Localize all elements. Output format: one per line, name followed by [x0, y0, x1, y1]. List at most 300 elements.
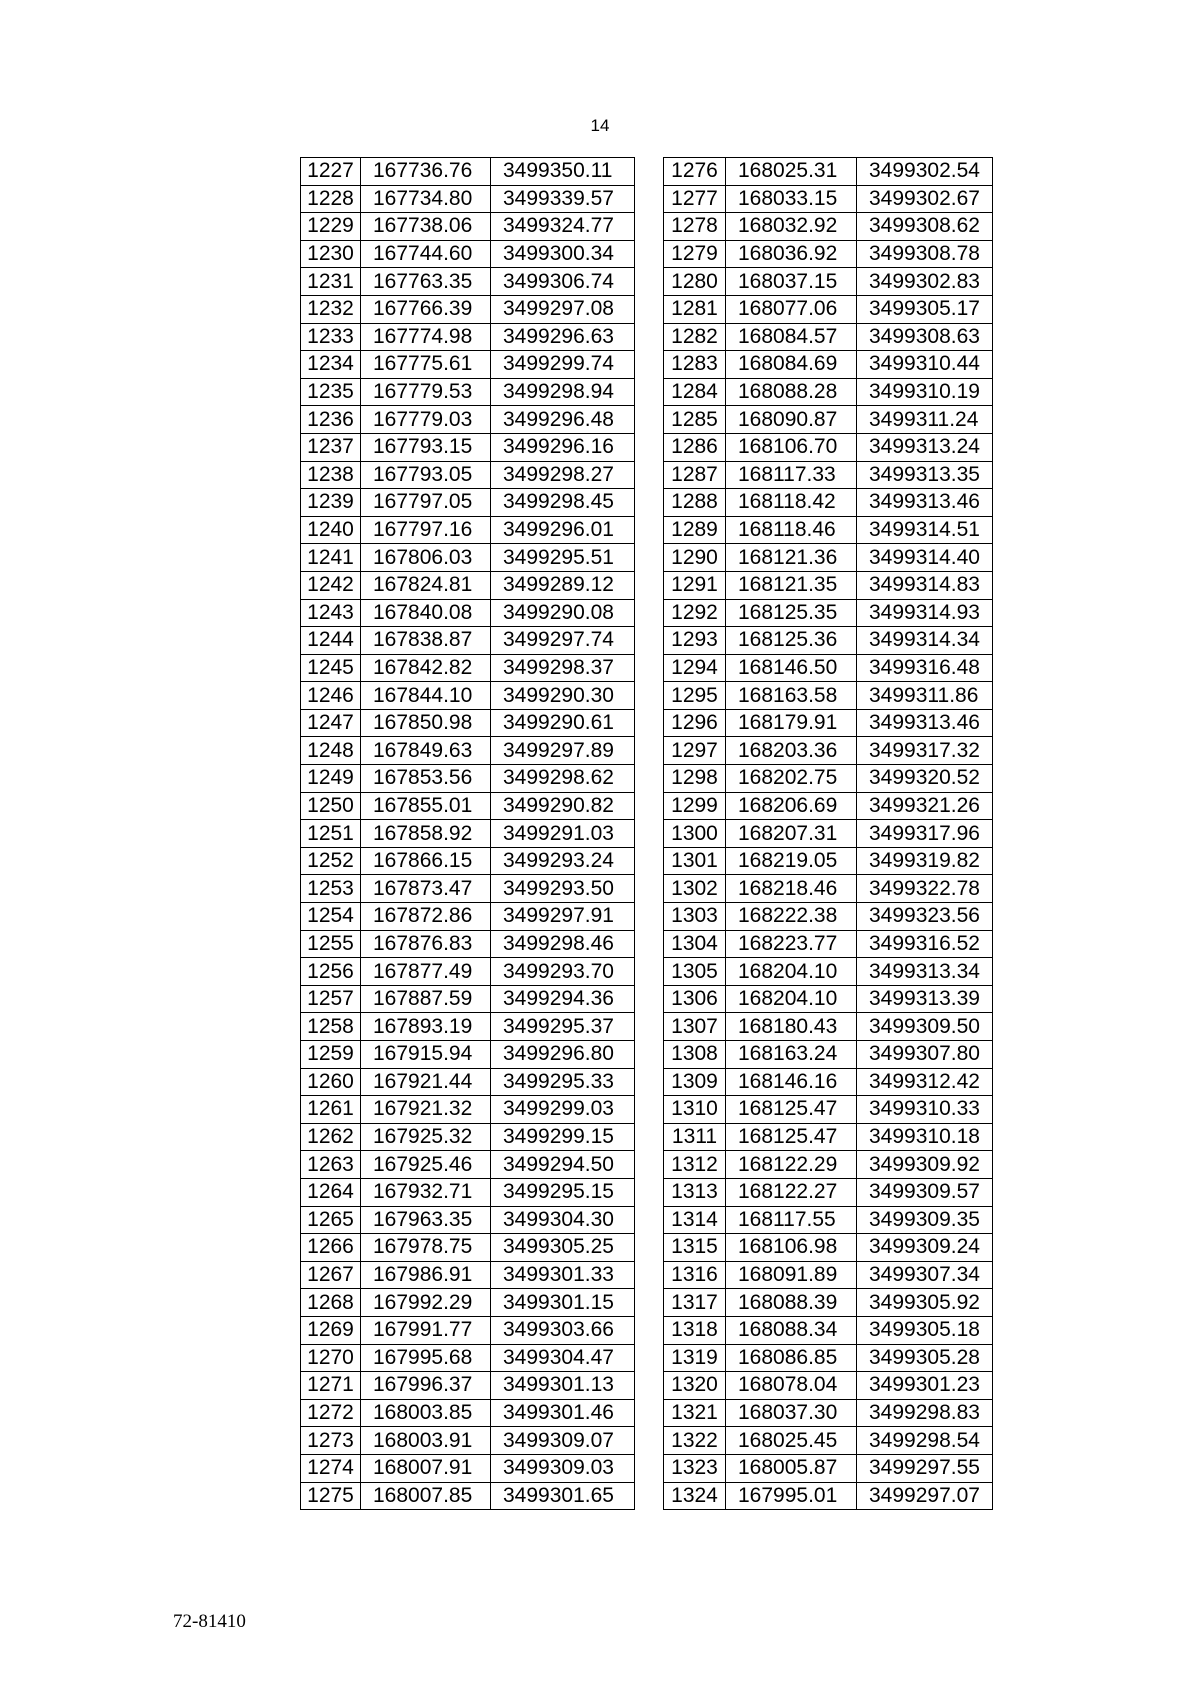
- y-coordinate-cell: 3499293.70: [491, 958, 635, 986]
- table-row: [301, 461, 635, 489]
- table-row: [664, 544, 993, 572]
- table-row: [301, 1234, 635, 1262]
- y-coordinate-cell: 3499309.57: [857, 1178, 993, 1206]
- y-coordinate-cell: 3499301.33: [491, 1261, 635, 1289]
- point-number-cell: 1310: [664, 1096, 726, 1124]
- table-row: [301, 1178, 635, 1206]
- y-coordinate-cell: 3499296.48: [491, 406, 635, 434]
- x-coordinate-cell: 168203.36: [726, 737, 857, 765]
- point-number-cell: 1233: [301, 323, 361, 351]
- y-coordinate-cell: 3499309.24: [857, 1234, 993, 1262]
- y-coordinate-cell: 3499293.24: [491, 847, 635, 875]
- x-coordinate-cell: 168122.27: [726, 1178, 857, 1206]
- x-coordinate-cell: 168219.05: [726, 847, 857, 875]
- table-row: [301, 654, 635, 682]
- x-coordinate-cell: 168003.85: [361, 1399, 491, 1427]
- y-coordinate-cell: 3499305.92: [857, 1289, 993, 1317]
- table-row: [301, 985, 635, 1013]
- point-number-cell: 1279: [664, 240, 726, 268]
- x-coordinate-cell: 167978.75: [361, 1234, 491, 1262]
- point-number-cell: 1258: [301, 1013, 361, 1041]
- point-number-cell: 1272: [301, 1399, 361, 1427]
- table-row: [301, 489, 635, 517]
- point-number-cell: 1231: [301, 268, 361, 296]
- x-coordinate-cell: 167986.91: [361, 1261, 491, 1289]
- x-coordinate-cell: 168118.46: [726, 516, 857, 544]
- y-coordinate-cell: 3499305.25: [491, 1234, 635, 1262]
- x-coordinate-cell: 167766.39: [361, 295, 491, 323]
- table-row: [664, 213, 993, 241]
- point-number-cell: 1271: [301, 1372, 361, 1400]
- y-coordinate-cell: 3499320.52: [857, 765, 993, 793]
- point-number-cell: 1321: [664, 1399, 726, 1427]
- table-row: [301, 571, 635, 599]
- point-number-cell: 1286: [664, 433, 726, 461]
- point-number-cell: 1247: [301, 709, 361, 737]
- point-number-cell: 1236: [301, 406, 361, 434]
- x-coordinate-cell: 167797.05: [361, 489, 491, 517]
- x-coordinate-cell: 168037.15: [726, 268, 857, 296]
- table-row: [664, 1178, 993, 1206]
- point-number-cell: 1246: [301, 682, 361, 710]
- x-coordinate-cell: 167963.35: [361, 1206, 491, 1234]
- table-row: [301, 351, 635, 379]
- x-coordinate-cell: 167849.63: [361, 737, 491, 765]
- y-coordinate-cell: 3499301.46: [491, 1399, 635, 1427]
- table-row: [301, 516, 635, 544]
- table-row: [664, 489, 993, 517]
- y-coordinate-cell: 3499323.56: [857, 903, 993, 931]
- y-coordinate-cell: 3499309.03: [491, 1454, 635, 1482]
- table-row: [664, 351, 993, 379]
- y-coordinate-cell: 3499308.62: [857, 213, 993, 241]
- y-coordinate-cell: 3499307.80: [857, 1041, 993, 1069]
- table-row: [664, 1316, 993, 1344]
- point-number-cell: 1324: [664, 1482, 726, 1510]
- point-number-cell: 1308: [664, 1041, 726, 1069]
- y-coordinate-cell: 3499313.35: [857, 461, 993, 489]
- point-number-cell: 1288: [664, 489, 726, 517]
- point-number-cell: 1241: [301, 544, 361, 572]
- x-coordinate-cell: 168088.34: [726, 1316, 857, 1344]
- point-number-cell: 1311: [664, 1123, 726, 1151]
- point-number-cell: 1273: [301, 1427, 361, 1455]
- y-coordinate-cell: 3499297.07: [857, 1482, 993, 1510]
- point-number-cell: 1320: [664, 1372, 726, 1400]
- point-number-cell: 1290: [664, 544, 726, 572]
- x-coordinate-cell: 167779.03: [361, 406, 491, 434]
- table-row: [301, 1261, 635, 1289]
- point-number-cell: 1313: [664, 1178, 726, 1206]
- y-coordinate-cell: 3499317.32: [857, 737, 993, 765]
- x-coordinate-cell: 168125.47: [726, 1096, 857, 1124]
- x-coordinate-cell: 167774.98: [361, 323, 491, 351]
- x-coordinate-cell: 168125.47: [726, 1123, 857, 1151]
- y-coordinate-cell: 3499302.54: [857, 158, 993, 186]
- point-number-cell: 1297: [664, 737, 726, 765]
- coordinate-table-left-body: [301, 158, 635, 1510]
- table-row: [664, 1123, 993, 1151]
- point-number-cell: 1269: [301, 1316, 361, 1344]
- x-coordinate-cell: 167840.08: [361, 599, 491, 627]
- x-coordinate-cell: 168088.28: [726, 378, 857, 406]
- point-number-cell: 1292: [664, 599, 726, 627]
- table-row: [301, 737, 635, 765]
- point-number-cell: 1309: [664, 1068, 726, 1096]
- x-coordinate-cell: 168033.15: [726, 185, 857, 213]
- x-coordinate-cell: 168125.36: [726, 627, 857, 655]
- coordinate-table-left: [300, 157, 635, 1510]
- table-row: [664, 185, 993, 213]
- y-coordinate-cell: 3499350.11: [491, 158, 635, 186]
- table-row: [664, 1372, 993, 1400]
- table-row: [664, 682, 993, 710]
- table-row: [301, 1123, 635, 1151]
- point-number-cell: 1266: [301, 1234, 361, 1262]
- y-coordinate-cell: 3499314.40: [857, 544, 993, 572]
- point-number-cell: 1314: [664, 1206, 726, 1234]
- x-coordinate-cell: 168117.55: [726, 1206, 857, 1234]
- x-coordinate-cell: 167855.01: [361, 792, 491, 820]
- point-number-cell: 1317: [664, 1289, 726, 1317]
- y-coordinate-cell: 3499308.78: [857, 240, 993, 268]
- point-number-cell: 1245: [301, 654, 361, 682]
- point-number-cell: 1262: [301, 1123, 361, 1151]
- point-number-cell: 1267: [301, 1261, 361, 1289]
- point-number-cell: 1242: [301, 571, 361, 599]
- x-coordinate-cell: 168084.69: [726, 351, 857, 379]
- point-number-cell: 1296: [664, 709, 726, 737]
- y-coordinate-cell: 3499309.50: [857, 1013, 993, 1041]
- point-number-cell: 1302: [664, 875, 726, 903]
- y-coordinate-cell: 3499295.51: [491, 544, 635, 572]
- point-number-cell: 1228: [301, 185, 361, 213]
- coordinate-table-right-body: [664, 158, 993, 1510]
- table-row: [301, 1454, 635, 1482]
- x-coordinate-cell: 167995.01: [726, 1482, 857, 1510]
- y-coordinate-cell: 3499316.48: [857, 654, 993, 682]
- point-number-cell: 1250: [301, 792, 361, 820]
- table-row: [301, 1151, 635, 1179]
- table-row: [301, 1289, 635, 1317]
- point-number-cell: 1291: [664, 571, 726, 599]
- point-number-cell: 1284: [664, 378, 726, 406]
- x-coordinate-cell: 167824.81: [361, 571, 491, 599]
- x-coordinate-cell: 167893.19: [361, 1013, 491, 1041]
- y-coordinate-cell: 3499297.91: [491, 903, 635, 931]
- x-coordinate-cell: 168222.38: [726, 903, 857, 931]
- y-coordinate-cell: 3499290.08: [491, 599, 635, 627]
- x-coordinate-cell: 167872.86: [361, 903, 491, 931]
- coordinate-table-right: [663, 157, 993, 1510]
- y-coordinate-cell: 3499290.61: [491, 709, 635, 737]
- y-coordinate-cell: 3499314.34: [857, 627, 993, 655]
- x-coordinate-cell: 168003.91: [361, 1427, 491, 1455]
- x-coordinate-cell: 168223.77: [726, 930, 857, 958]
- x-coordinate-cell: 168025.31: [726, 158, 857, 186]
- y-coordinate-cell: 3499298.45: [491, 489, 635, 517]
- y-coordinate-cell: 3499301.15: [491, 1289, 635, 1317]
- point-number-cell: 1248: [301, 737, 361, 765]
- point-number-cell: 1264: [301, 1178, 361, 1206]
- table-row: [664, 1344, 993, 1372]
- point-number-cell: 1294: [664, 654, 726, 682]
- y-coordinate-cell: 3499309.07: [491, 1427, 635, 1455]
- y-coordinate-cell: 3499339.57: [491, 185, 635, 213]
- y-coordinate-cell: 3499297.89: [491, 737, 635, 765]
- x-coordinate-cell: 167858.92: [361, 820, 491, 848]
- x-coordinate-cell: 167842.82: [361, 654, 491, 682]
- x-coordinate-cell: 168179.91: [726, 709, 857, 737]
- table-row: [664, 1261, 993, 1289]
- point-number-cell: 1243: [301, 599, 361, 627]
- point-number-cell: 1322: [664, 1427, 726, 1455]
- y-coordinate-cell: 3499303.66: [491, 1316, 635, 1344]
- x-coordinate-cell: 168025.45: [726, 1427, 857, 1455]
- point-number-cell: 1274: [301, 1454, 361, 1482]
- y-coordinate-cell: 3499291.03: [491, 820, 635, 848]
- x-coordinate-cell: 167806.03: [361, 544, 491, 572]
- x-coordinate-cell: 168218.46: [726, 875, 857, 903]
- y-coordinate-cell: 3499308.63: [857, 323, 993, 351]
- y-coordinate-cell: 3499305.18: [857, 1316, 993, 1344]
- x-coordinate-cell: 167775.61: [361, 351, 491, 379]
- x-coordinate-cell: 168007.85: [361, 1482, 491, 1510]
- point-number-cell: 1281: [664, 295, 726, 323]
- y-coordinate-cell: 3499293.50: [491, 875, 635, 903]
- point-number-cell: 1234: [301, 351, 361, 379]
- point-number-cell: 1263: [301, 1151, 361, 1179]
- table-row: [301, 599, 635, 627]
- table-row: [301, 1372, 635, 1400]
- table-row: [664, 571, 993, 599]
- x-coordinate-cell: 168163.58: [726, 682, 857, 710]
- table-row: [301, 958, 635, 986]
- point-number-cell: 1251: [301, 820, 361, 848]
- x-coordinate-cell: 168206.69: [726, 792, 857, 820]
- table-row: [301, 544, 635, 572]
- y-coordinate-cell: 3499319.82: [857, 847, 993, 875]
- point-number-cell: 1305: [664, 958, 726, 986]
- point-number-cell: 1287: [664, 461, 726, 489]
- point-number-cell: 1282: [664, 323, 726, 351]
- x-coordinate-cell: 167877.49: [361, 958, 491, 986]
- table-row: [664, 1068, 993, 1096]
- point-number-cell: 1237: [301, 433, 361, 461]
- y-coordinate-cell: 3499316.52: [857, 930, 993, 958]
- y-coordinate-cell: 3499310.33: [857, 1096, 993, 1124]
- x-coordinate-cell: 168121.35: [726, 571, 857, 599]
- table-row: [664, 295, 993, 323]
- y-coordinate-cell: 3499304.30: [491, 1206, 635, 1234]
- y-coordinate-cell: 3499310.18: [857, 1123, 993, 1151]
- x-coordinate-cell: 167996.37: [361, 1372, 491, 1400]
- x-coordinate-cell: 167763.35: [361, 268, 491, 296]
- point-number-cell: 1252: [301, 847, 361, 875]
- table-row: [664, 765, 993, 793]
- table-row: [301, 792, 635, 820]
- table-row: [664, 654, 993, 682]
- y-coordinate-cell: 3499310.44: [857, 351, 993, 379]
- point-number-cell: 1235: [301, 378, 361, 406]
- y-coordinate-cell: 3499305.28: [857, 1344, 993, 1372]
- y-coordinate-cell: 3499312.42: [857, 1068, 993, 1096]
- x-coordinate-cell: 167844.10: [361, 682, 491, 710]
- table-row: [301, 627, 635, 655]
- x-coordinate-cell: 167925.32: [361, 1123, 491, 1151]
- x-coordinate-cell: 168163.24: [726, 1041, 857, 1069]
- y-coordinate-cell: 3499301.65: [491, 1482, 635, 1510]
- table-row: [664, 820, 993, 848]
- point-number-cell: 1304: [664, 930, 726, 958]
- table-row: [664, 737, 993, 765]
- x-coordinate-cell: 168204.10: [726, 958, 857, 986]
- point-number-cell: 1229: [301, 213, 361, 241]
- y-coordinate-cell: 3499306.74: [491, 268, 635, 296]
- x-coordinate-cell: 168117.33: [726, 461, 857, 489]
- point-number-cell: 1298: [664, 765, 726, 793]
- table-row: [664, 1427, 993, 1455]
- x-coordinate-cell: 168037.30: [726, 1399, 857, 1427]
- y-coordinate-cell: 3499321.26: [857, 792, 993, 820]
- x-coordinate-cell: 167853.56: [361, 765, 491, 793]
- y-coordinate-cell: 3499298.62: [491, 765, 635, 793]
- y-coordinate-cell: 3499298.46: [491, 930, 635, 958]
- table-row: [664, 985, 993, 1013]
- x-coordinate-cell: 167793.05: [361, 461, 491, 489]
- x-coordinate-cell: 168122.29: [726, 1151, 857, 1179]
- x-coordinate-cell: 167925.46: [361, 1151, 491, 1179]
- point-number-cell: 1275: [301, 1482, 361, 1510]
- y-coordinate-cell: 3499296.63: [491, 323, 635, 351]
- table-row: [664, 599, 993, 627]
- point-number-cell: 1256: [301, 958, 361, 986]
- table-row: [664, 847, 993, 875]
- table-row: [301, 433, 635, 461]
- point-number-cell: 1315: [664, 1234, 726, 1262]
- point-number-cell: 1265: [301, 1206, 361, 1234]
- x-coordinate-cell: 168118.42: [726, 489, 857, 517]
- point-number-cell: 1259: [301, 1041, 361, 1069]
- table-row: [301, 930, 635, 958]
- x-coordinate-cell: 168086.85: [726, 1344, 857, 1372]
- x-coordinate-cell: 167793.15: [361, 433, 491, 461]
- table-row: [301, 875, 635, 903]
- point-number-cell: 1318: [664, 1316, 726, 1344]
- point-number-cell: 1238: [301, 461, 361, 489]
- table-row: [301, 1041, 635, 1069]
- table-row: [301, 268, 635, 296]
- table-row: [664, 709, 993, 737]
- y-coordinate-cell: 3499313.46: [857, 709, 993, 737]
- y-coordinate-cell: 3499298.27: [491, 461, 635, 489]
- table-row: [301, 1482, 635, 1510]
- point-number-cell: 1285: [664, 406, 726, 434]
- x-coordinate-cell: 168007.91: [361, 1454, 491, 1482]
- y-coordinate-cell: 3499294.36: [491, 985, 635, 1013]
- point-number-cell: 1268: [301, 1289, 361, 1317]
- y-coordinate-cell: 3499298.37: [491, 654, 635, 682]
- y-coordinate-cell: 3499314.93: [857, 599, 993, 627]
- point-number-cell: 1230: [301, 240, 361, 268]
- y-coordinate-cell: 3499299.03: [491, 1096, 635, 1124]
- point-number-cell: 1300: [664, 820, 726, 848]
- point-number-cell: 1249: [301, 765, 361, 793]
- point-number-cell: 1255: [301, 930, 361, 958]
- table-row: [301, 1013, 635, 1041]
- table-row: [301, 820, 635, 848]
- x-coordinate-cell: 167736.76: [361, 158, 491, 186]
- y-coordinate-cell: 3499311.86: [857, 682, 993, 710]
- point-number-cell: 1303: [664, 903, 726, 931]
- table-row: [664, 930, 993, 958]
- x-coordinate-cell: 168078.04: [726, 1372, 857, 1400]
- point-number-cell: 1323: [664, 1454, 726, 1482]
- point-number-cell: 1239: [301, 489, 361, 517]
- point-number-cell: 1319: [664, 1344, 726, 1372]
- table-row: [664, 240, 993, 268]
- x-coordinate-cell: 167797.16: [361, 516, 491, 544]
- y-coordinate-cell: 3499322.78: [857, 875, 993, 903]
- x-coordinate-cell: 167866.15: [361, 847, 491, 875]
- table-row: [301, 158, 635, 186]
- point-number-cell: 1257: [301, 985, 361, 1013]
- table-row: [301, 847, 635, 875]
- point-number-cell: 1261: [301, 1096, 361, 1124]
- point-number-cell: 1254: [301, 903, 361, 931]
- point-number-cell: 1278: [664, 213, 726, 241]
- x-coordinate-cell: 168088.39: [726, 1289, 857, 1317]
- x-coordinate-cell: 167779.53: [361, 378, 491, 406]
- table-row: [301, 1344, 635, 1372]
- point-number-cell: 1280: [664, 268, 726, 296]
- x-coordinate-cell: 168106.98: [726, 1234, 857, 1262]
- y-coordinate-cell: 3499309.35: [857, 1206, 993, 1234]
- table-row: [664, 1041, 993, 1069]
- x-coordinate-cell: 168207.31: [726, 820, 857, 848]
- y-coordinate-cell: 3499294.50: [491, 1151, 635, 1179]
- table-row: [301, 765, 635, 793]
- point-number-cell: 1260: [301, 1068, 361, 1096]
- y-coordinate-cell: 3499299.74: [491, 351, 635, 379]
- point-number-cell: 1306: [664, 985, 726, 1013]
- y-coordinate-cell: 3499311.24: [857, 406, 993, 434]
- y-coordinate-cell: 3499298.83: [857, 1399, 993, 1427]
- table-row: [664, 792, 993, 820]
- table-row: [664, 461, 993, 489]
- table-row: [664, 268, 993, 296]
- y-coordinate-cell: 3499296.01: [491, 516, 635, 544]
- y-coordinate-cell: 3499309.92: [857, 1151, 993, 1179]
- y-coordinate-cell: 3499295.15: [491, 1178, 635, 1206]
- point-number-cell: 1307: [664, 1013, 726, 1041]
- y-coordinate-cell: 3499298.54: [857, 1427, 993, 1455]
- point-number-cell: 1295: [664, 682, 726, 710]
- x-coordinate-cell: 168106.70: [726, 433, 857, 461]
- x-coordinate-cell: 168204.10: [726, 985, 857, 1013]
- y-coordinate-cell: 3499296.80: [491, 1041, 635, 1069]
- table-row: [664, 378, 993, 406]
- y-coordinate-cell: 3499302.67: [857, 185, 993, 213]
- x-coordinate-cell: 168121.36: [726, 544, 857, 572]
- point-number-cell: 1232: [301, 295, 361, 323]
- table-row: [301, 1068, 635, 1096]
- table-row: [301, 1427, 635, 1455]
- x-coordinate-cell: 167915.94: [361, 1041, 491, 1069]
- y-coordinate-cell: 3499314.51: [857, 516, 993, 544]
- table-row: [664, 406, 993, 434]
- x-coordinate-cell: 168125.35: [726, 599, 857, 627]
